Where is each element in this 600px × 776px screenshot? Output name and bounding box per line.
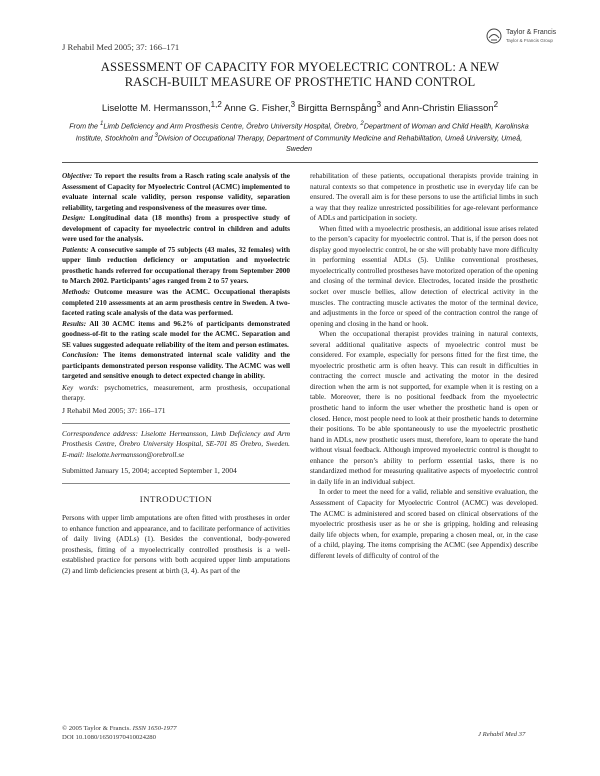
abstract [62, 171, 290, 382]
body-paragraph: When the occupational therapist provides training in natural contexts, several additional qualitative aspects of myoelectric control must be considered. For example, especially for persons fitted for the first time, the myoelectric prosthetic arm is often heavy. This can result in difficulties in contracting the correct muscle and activating the motor in the desired direction when the arm is not supported, for example when it is resting on a table. Moreover, there is no positional feedback from the myoelectric prosthetic hand to inform the user whether the prosthetic hand is open or closed. Hence, most people need to look at their prosthetic hands to determine their positions. To be able spontaneously to use the myoelectric prosthetic hand in ADLs, new prosthetic users must, therefore, learn to operate the hand without visual feedback. Although improved myoelectric control is thought to enhance the person’s ability to perform essential tasks, there is no standardized method for measuring qualitative aspects of myoelectric control in daily life in an individual subject. [310, 330, 538, 486]
abstract-text: The items demonstrated internal scale validity and the participants demonstrated person response validity. The ACMC was well targeted and sensitive enough to detect expected change in ability. [62, 351, 290, 381]
body-paragraph: When fitted with a myoelectric prosthesis, an additional issue arises related to the person’s capacity for myoelectric control. That is, if the person does not display good myoelectric control, he or she will probably have more difficulty in performing essential ADLs (5). Unlike conventional prostheses, myoelectrically controlled prostheses have motorized operation of the opening and closing of the terminal device. Electrodes, located inside the prosthetic socket over muscle bellies, allow detection of electrical activity in the muscles. The contracting muscle activates the motor of the terminal device, and adjustments in the force or speed of the contraction control the range of opening and closing in the hand or hook. [310, 224, 538, 328]
author-name: Anne G. Fisher, [223, 103, 291, 115]
author-affil-mark: 3 [290, 100, 296, 109]
abstract-design [62, 213, 290, 245]
affiliation-text: From the [69, 121, 101, 131]
right-column [310, 171, 538, 561]
abstract-text: Outcome measure was the ACMC. Occupational therapists completed 210 assessments at an arm prosthesis centre in Sweden. A two-faceted rating scale analysis of the data was performed. [62, 288, 291, 318]
footer-line [62, 724, 302, 733]
copyright: © 2005 Taylor & Francis. [62, 725, 131, 732]
abstract-results [62, 319, 290, 351]
affiliation-mark: 1 [100, 121, 104, 127]
abstract-text: To report the results from a Rasch rating scale analysis of the Assessment of Capacity for Myoelectric Control (ACMC) implemented to evaluate internal scale validity, person response validity, separation reliability, targeting and responsiveness of the measures over time. [62, 172, 291, 212]
issn: ISSN 1650-1977 [132, 725, 177, 732]
publisher-name: Taylor & Francis [506, 29, 557, 36]
body-paragraph: rehabilitation of these patients, occupational therapists provide training in natural contexts so that competence in prosthetic use in everyday life can be ensured. The overall aim is for these persons to use the artificial limbs in such a way that they realize unrestricted possibilities for age-relevant performance of ADLs and participation in society. [310, 172, 538, 223]
divider [62, 483, 290, 484]
abstract-label: Design: [62, 214, 86, 223]
section-heading: INTRODUCTION [139, 493, 213, 504]
body-paragraph: In order to meet the need for a valid, reliable and sensitive evaluation, the Assessment of Capacity for Myoelectric Control (ACMC) was developed. The ACMC is administered and scored based on clinical observations of the myoelectric prosthesis user as he or she is gripping, holding and releasing daily life objects when, for example, preparing a chosen meal, or, in the case of a child, playing. The items comprising the ACMC (see Appendix) describe different levels of difficulty of control of the [310, 488, 538, 560]
keywords-label: Key words: [62, 383, 99, 392]
abstract-objective [62, 171, 290, 213]
title-line: RASCH-BUILT MEASURE OF PROSTHETIC HAND CONTROL [124, 75, 476, 89]
keywords [62, 383, 290, 404]
publisher-group: Taylor & Francis Group [506, 38, 553, 43]
author-name: and Ann-Christin Eliasson [383, 103, 494, 115]
abstract-label: Results: [62, 319, 87, 328]
author-affil-mark: 3 [376, 100, 382, 109]
abstract-text: A consecutive sample of 75 subjects (43 males, 32 females) with upper limb reduction deficiency or amputation and myoelectric prosthetic hands referred for occupational therapy from September 2000 to March 2002. Participants’ ages ranged from 2 to 57 years. [62, 245, 290, 286]
abstract-label: Conclusion: [62, 351, 99, 360]
author-name: Birgitta Bernspång [297, 103, 377, 115]
affiliations [64, 119, 534, 154]
doi: DOI 10.1080/16501970410024280 [62, 734, 156, 741]
footer-journal: J Rehabil Med 37 [478, 731, 526, 738]
title-line: ASSESSMENT OF CAPACITY FOR MYOELECTRIC CONTROL: A NEW [100, 60, 500, 74]
left-column [62, 171, 290, 576]
abstract-patients [62, 245, 290, 287]
author-affil-mark: 2 [493, 100, 499, 109]
affiliation-text: Department of Woman and Child Health, Karolinska Institute, Stockholm and [75, 121, 529, 143]
submission-dates: Submitted January 15, 2004; accepted September 1, 2004 [62, 466, 237, 476]
publisher-emblem-icon [486, 28, 502, 44]
affiliation-text: Limb Deficiency and Arm Prosthesis Centre, Örebro University Hospital, Örebro, [103, 121, 361, 131]
keywords-text: psychometrics, measurement, arm prosthesis, occupational therapy. [62, 383, 290, 403]
author-affil-mark: 1,2 [210, 100, 222, 109]
author-list [60, 100, 540, 114]
abstract-text: Longitudinal data (18 months) from a prospective study of development of capacity for myoelectric control in children and adults were used for the analysis. [62, 214, 290, 244]
affiliation-mark: 2 [360, 121, 364, 127]
divider [62, 423, 290, 424]
article-title [60, 60, 540, 90]
abstract-label: Objective: [62, 172, 93, 180]
abstract-methods [62, 287, 290, 319]
abstract-label: Methods: [62, 288, 91, 297]
affiliation-mark: 3 [154, 133, 158, 140]
footer-left [62, 724, 302, 742]
affiliation-text: Division of Occupational Therapy, Department of Community Medicine and Rehabilitation, Umeå University, Umeå, Sweden [157, 133, 523, 153]
journal-reference: J Rehabil Med 2005; 37: 166–171 [62, 42, 180, 52]
abstract-label: Patients: [62, 245, 89, 254]
abstract-text: All 30 ACMC items and 96.2% of participants demonstrated goodness-of-fit to the rating scale model for the ACMC. Separation and SE values suggested adequate reliability of the item and person estimates. [62, 319, 290, 349]
abstract-conclusion [62, 350, 290, 382]
author-name: Liselotte M. Hermansson, [101, 103, 211, 115]
citation: J Rehabil Med 2005; 37: 166–171 [62, 406, 166, 416]
introduction-paragraph: Persons with upper limb amputations are often fitted with prostheses in order to enhance function and appearance, and to facilitate performance of activities of daily living (ADLs) (1). Besides the conventional, body-powered prosthesis, fitting of a myoelectrically controlled prosthesis is a well-established practice for persons with both acquired upper limb amputations (2) and limb deficiencies present at birth (3, 4). As part of the [62, 514, 290, 575]
correspondence-address: Correspondence address: Liselotte Hermansson, Limb Deficiency and Arm Prosthesis Centre, Örebro University Hospital, SE-701 85 Örebro, Sweden. E-mail: liselotte.hermansson@orebroll.se [62, 428, 290, 459]
header-divider [62, 162, 538, 163]
